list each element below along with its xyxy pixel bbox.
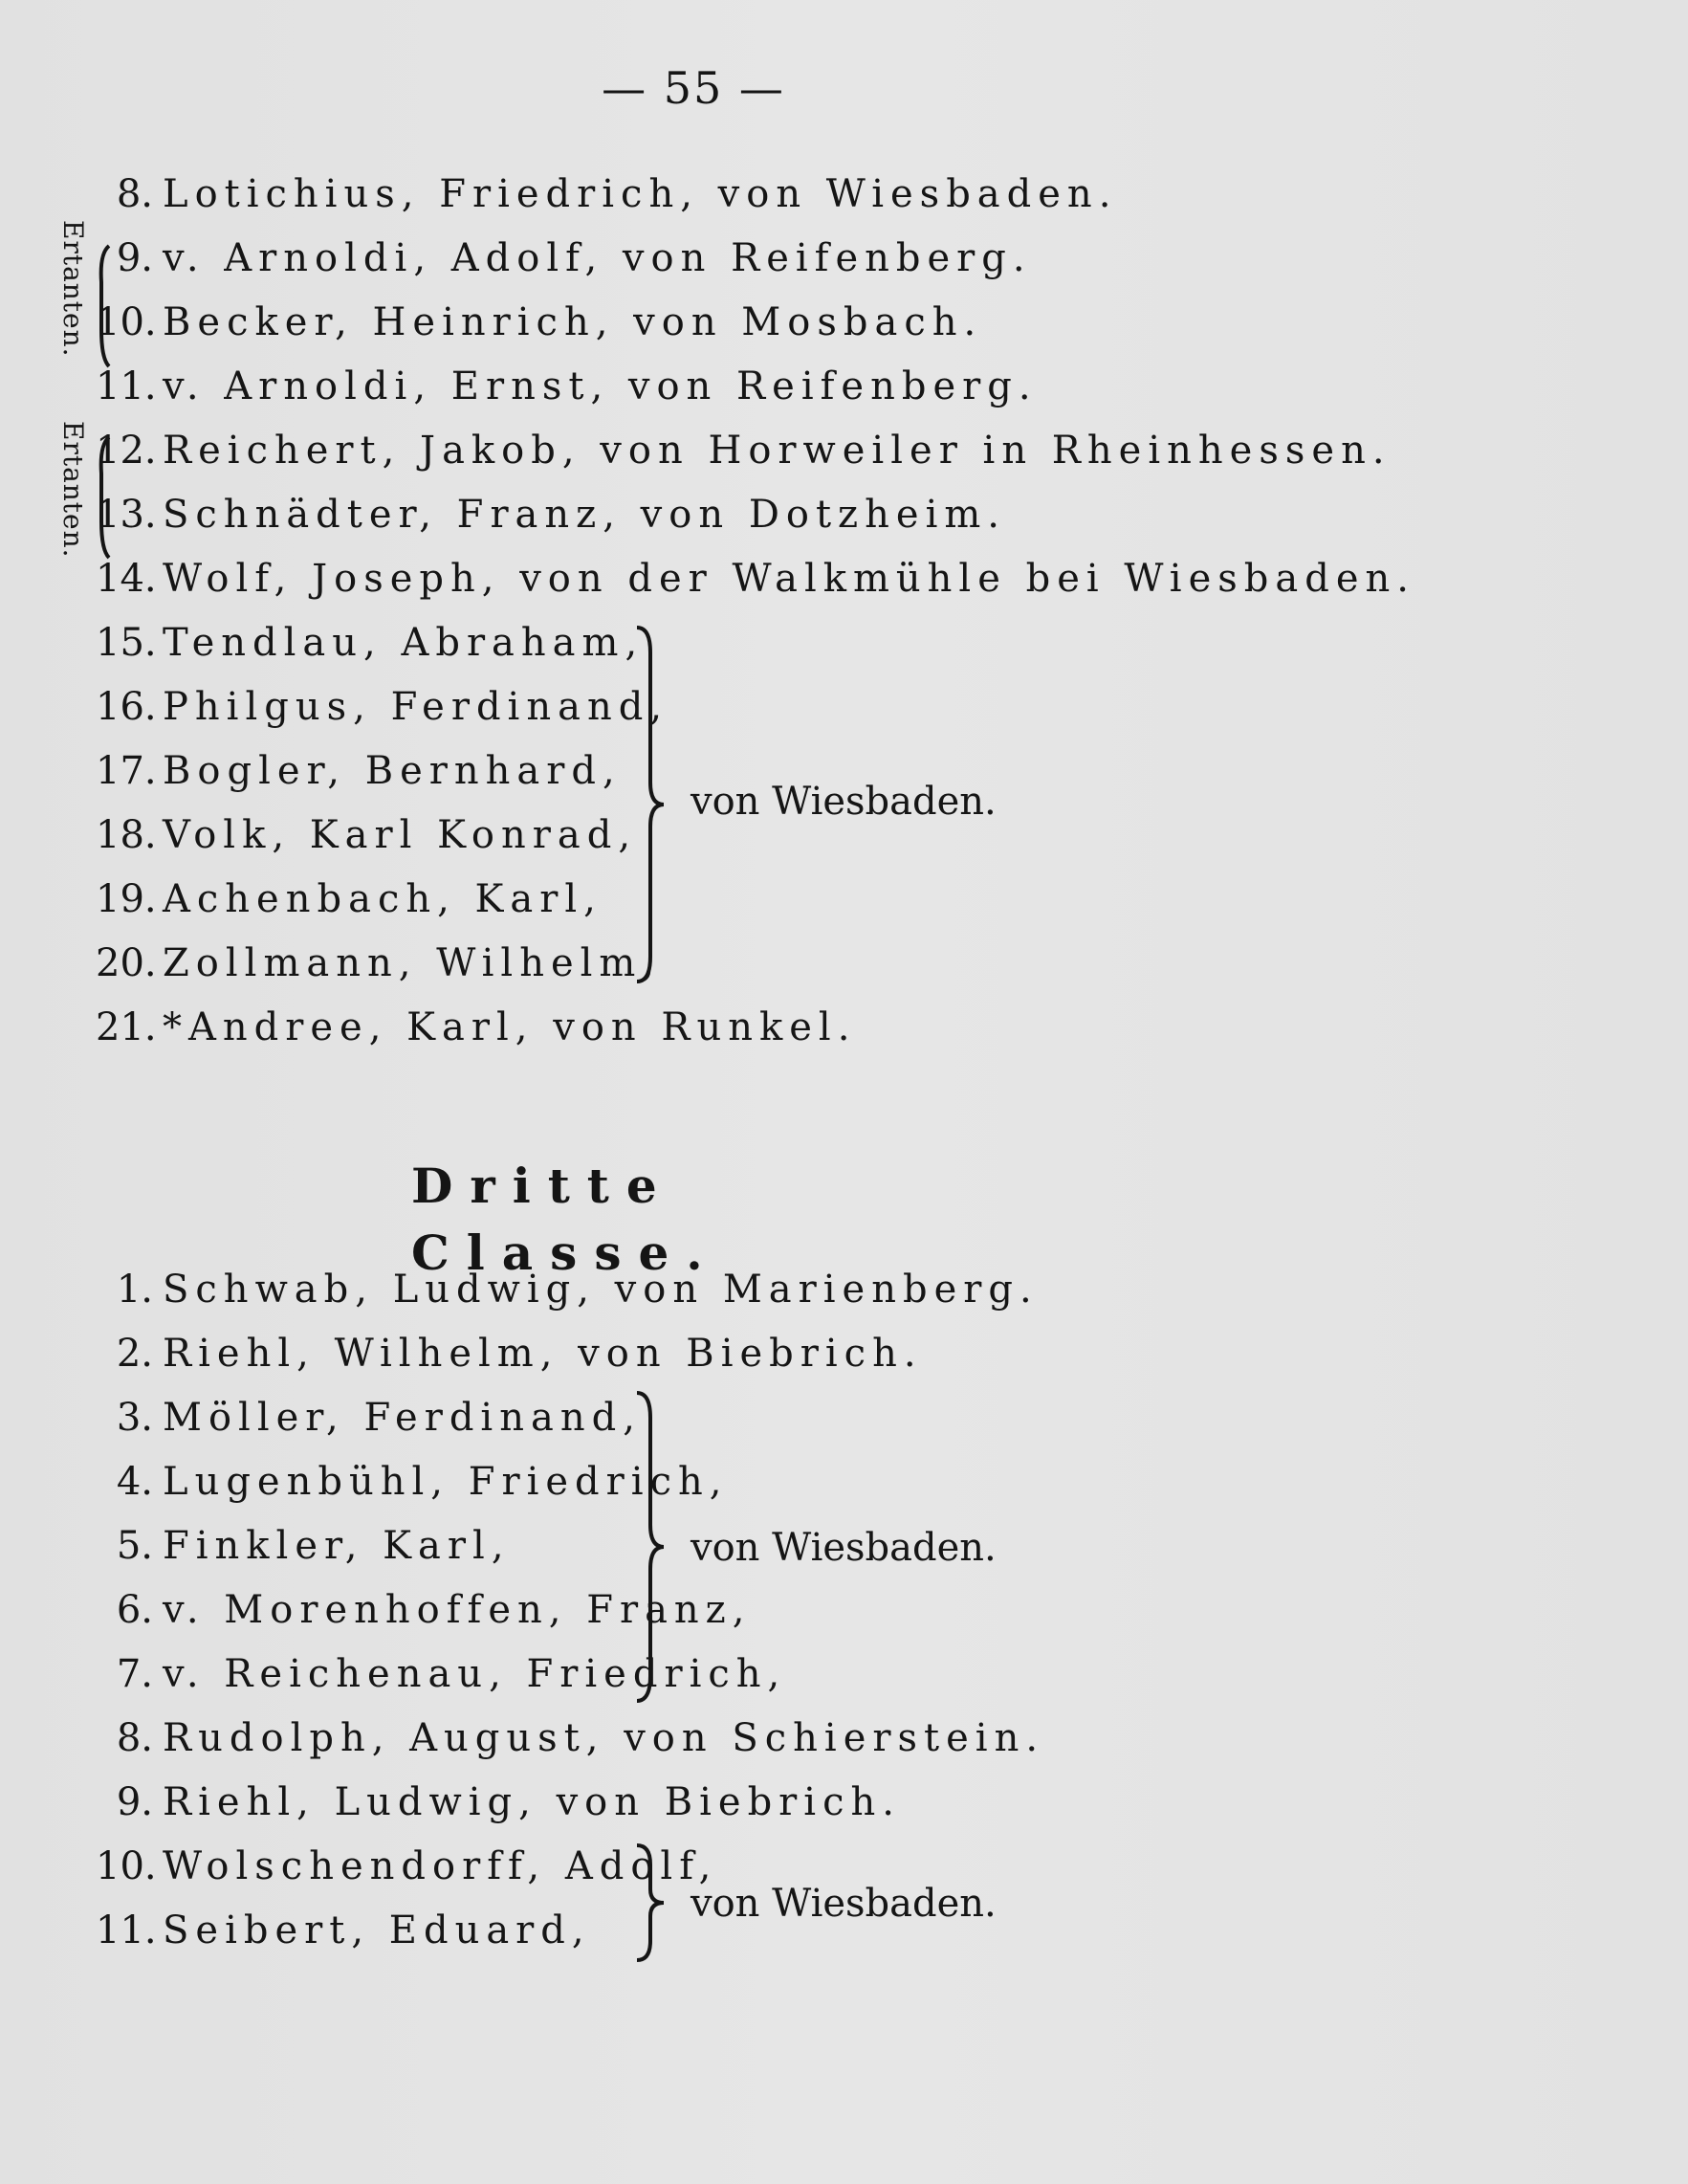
- section-title: Dritte Classe.: [411, 1158, 720, 1281]
- list-item: 16. Philgus, Ferdinand,: [96, 685, 669, 729]
- list-item: 10. Wolschendorff, Adolf,: [96, 1844, 718, 1888]
- list-item: 8. Rudolph, August, von Schierstein.: [116, 1716, 1045, 1760]
- list-item: 9. v. Arnoldi, Adolf, von Reifenberg.: [116, 236, 1032, 280]
- list-item: 20. Zollmann, Wilhelm,: [96, 941, 662, 985]
- list-item: 9. Riehl, Ludwig, von Biebrich.: [116, 1780, 901, 1824]
- list-item: 6. v. Morenhoffen, Franz,: [116, 1588, 752, 1632]
- page-number: — 55 —: [602, 62, 785, 114]
- side-note-ertanten-2: Ertanten.: [57, 421, 89, 559]
- list-item: 12. Reichert, Jakob, von Horweiler in Rheinhessen.: [96, 429, 1392, 473]
- group-brace-b: [631, 1389, 669, 1705]
- list-item: 5. Finkler, Karl,: [116, 1524, 511, 1568]
- list-item: 4. Lugenbühl, Friedrich,: [116, 1460, 729, 1504]
- list-item: 1. Schwab, Ludwig, von Marienberg.: [116, 1268, 1039, 1312]
- list-item: 3. Möller, Ferdinand,: [116, 1396, 642, 1440]
- group-brace-c: [631, 1842, 669, 1966]
- list-item: 18. Volk, Karl Konrad,: [96, 813, 638, 857]
- list-item: 14. Wolf, Joseph, von der Walkmühle bei Wiesbaden.: [96, 557, 1416, 601]
- list-item: 10. Becker, Heinrich, von Mosbach.: [96, 300, 983, 344]
- group-label-von-wiesbaden: von Wiesbaden.: [691, 1526, 997, 1570]
- side-note-ertanten-1: Ertanten.: [57, 220, 89, 358]
- list-item: 11. v. Arnoldi, Ernst, von Reifenberg.: [96, 364, 1038, 408]
- list-item: 2. Riehl, Wilhelm, von Biebrich.: [116, 1332, 923, 1376]
- group-label-von-wiesbaden: von Wiesbaden.: [691, 780, 997, 824]
- list-item: 19. Achenbach, Karl,: [96, 877, 603, 921]
- group-label-von-wiesbaden: von Wiesbaden.: [691, 1882, 997, 1926]
- list-item: 11. Seibert, Eduard,: [96, 1908, 591, 1952]
- list-item: 21. *Andree, Karl, von Runkel.: [96, 1005, 857, 1049]
- list-item: 13. Schnädter, Franz, von Dotzheim.: [96, 493, 1006, 537]
- list-item: 15. Tendlau, Abraham,: [96, 621, 645, 665]
- list-item: 17. Bogler, Bernhard,: [96, 749, 622, 793]
- list-item: 8. Lotichius, Friedrich, von Wiesbaden.: [116, 172, 1118, 216]
- list-item: 7. v. Reichenau, Friedrich,: [116, 1652, 787, 1696]
- group-brace-a: [631, 624, 669, 985]
